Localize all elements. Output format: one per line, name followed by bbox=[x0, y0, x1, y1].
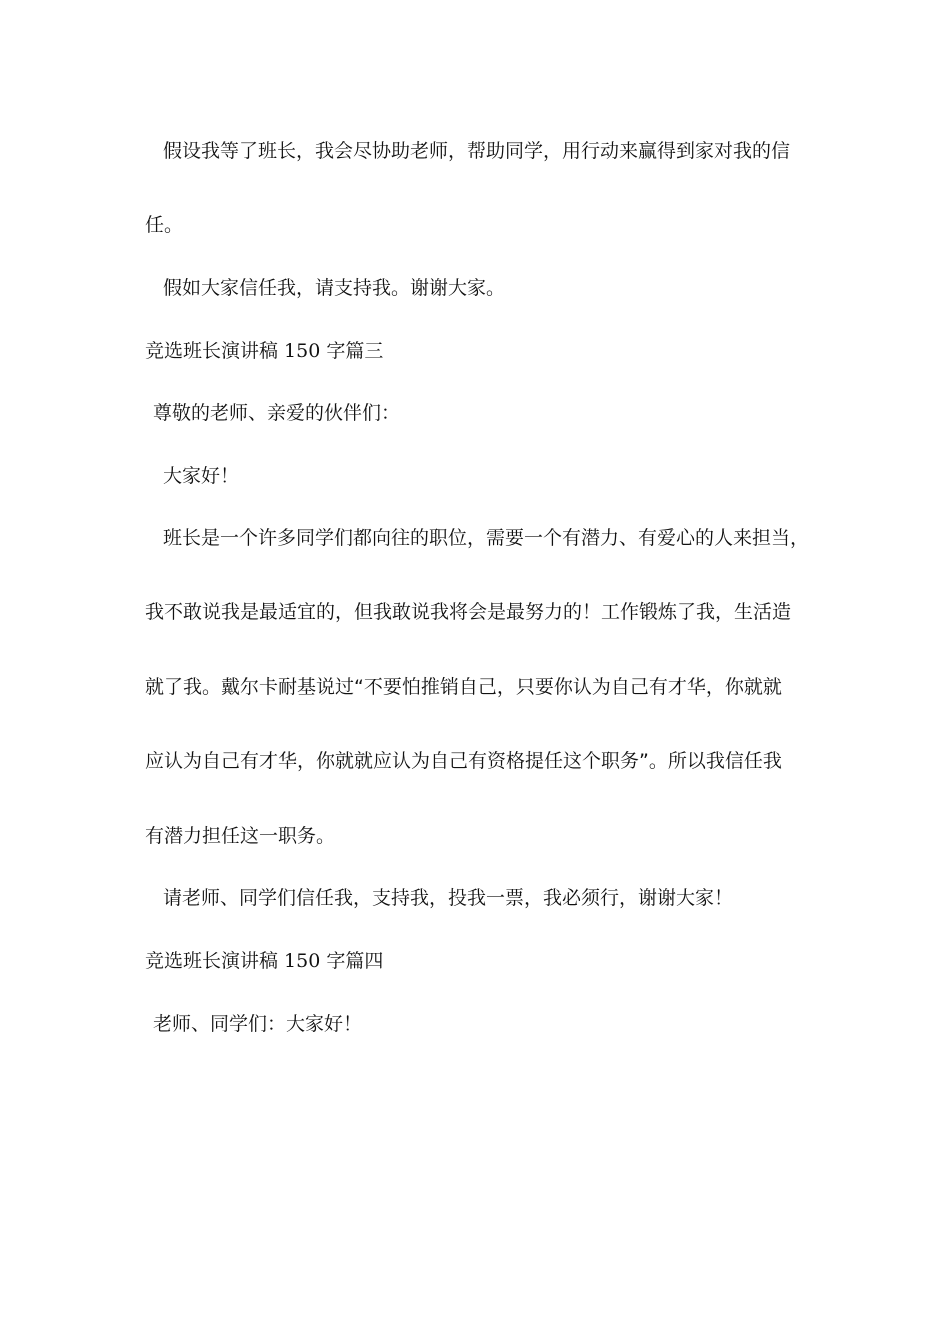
paragraph-line: 请老师、同学们信任我，支持我，投我一票，我必须行，谢谢大家！ bbox=[163, 887, 734, 909]
paragraph-line: 应认为自己有才华，你就就应认为自己有资格提任这个职务”。所以我信任我 bbox=[145, 750, 782, 772]
greeting: 大家好！ bbox=[163, 465, 240, 487]
salutation: 尊敬的老师、亲爱的伙伴们： bbox=[153, 402, 401, 424]
paragraph-line: 任。 bbox=[145, 214, 184, 236]
paragraph-line: 就了我。戴尔卡耐基说过“不要怕推销自己，只要你认为自己有才华，你就就 bbox=[145, 676, 782, 698]
section-heading: 竞选班长演讲稿 150 字篇三 bbox=[145, 340, 384, 362]
paragraph-line: 假设我等了班长，我会尽协助老师，帮助同学，用行动来赢得到家对我的信 bbox=[163, 140, 791, 162]
paragraph-line: 假如大家信任我，请支持我。谢谢大家。 bbox=[163, 277, 506, 299]
paragraph-line: 班长是一个许多同学们都向往的职位，需要一个有潜力、有爱心的人来担当， bbox=[163, 527, 810, 549]
paragraph-line: 我不敢说我是最适宜的，但我敢说我将会是最努力的！工作锻炼了我，生活造 bbox=[145, 601, 792, 623]
salutation: 老师、同学们：大家好！ bbox=[153, 1013, 363, 1035]
paragraph-line: 有潜力担任这一职务。 bbox=[145, 825, 336, 847]
section-heading: 竞选班长演讲稿 150 字篇四 bbox=[145, 950, 384, 972]
